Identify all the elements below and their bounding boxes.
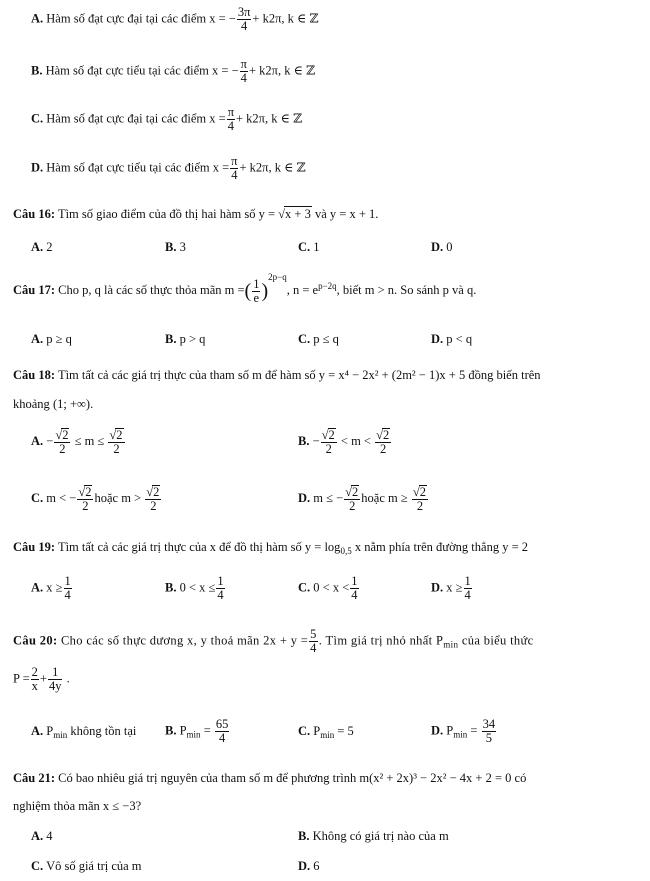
formula: y = log [304, 540, 341, 554]
formula: m = [224, 283, 245, 297]
q16-option-d: D. 0 [431, 240, 453, 254]
question-text: . Tìm giá trị nhỏ nhất [318, 633, 433, 648]
fraction: $\frac{1}{e}$ [253, 276, 260, 305]
q15-option-b [31, 58, 315, 85]
question-text: đồng biến trên [468, 368, 541, 382]
fraction: $\frac{\pi}{4}$ [227, 105, 234, 134]
q16-question [13, 206, 378, 222]
q20-option-c: C. $P_{min} = 5$ [298, 724, 354, 740]
formula: y = x⁴ − 2x² + (2m² − 1)x + 5 [318, 368, 466, 382]
formula: x = [212, 160, 230, 175]
question-text: Có bao nhiêu giá trị nguyên của tham số m để phương trình [58, 771, 357, 785]
question-text: Tìm tất cả các giá trị thực của x để đồ thị hàm số [57, 540, 302, 554]
q17-question: Câu 17: Cho p, q là các số thực thỏa mãn m =( $\frac{1}{e}$ )$^{2p-q}$, $n = e^{p-2q}$, biết m > n. So sánh p và q. [13, 272, 477, 305]
log-base: 0,5 [340, 546, 352, 556]
question-label: Câu 16: [13, 207, 56, 221]
formula: 2x + y = [263, 633, 309, 648]
formula: (1; +∞). [52, 397, 94, 411]
q21-option-a: A. 4 [31, 829, 53, 843]
exponent: p−2q [318, 280, 337, 291]
q18-option-a: A. − $\frac{√2}{2}$ ≤ m ≤ $\frac{√2}{2}$ [31, 428, 123, 457]
formula: + k2π, k ∈ ℤ [248, 63, 316, 78]
question-text: có [514, 771, 527, 785]
q18-option-b: B. − $\frac{√2}{2}$ < m < $\frac{√2}{2}$ [298, 428, 390, 457]
q20-option-b: B. $P_{min}$ = $\frac{65}{4}$ [165, 717, 229, 746]
q21-option-b: B. Không có giá trị nào của m [298, 829, 449, 843]
q21-option-c: C. Vô số giá trị của m [31, 859, 142, 873]
question-text: của biểu thức [461, 633, 534, 648]
formula: m(x² + 2x)³ − 2x² − 4x + 2 = 0 [359, 771, 512, 785]
exponent: 2p−q [268, 272, 287, 282]
q18-question [13, 368, 541, 383]
formula: + k2π, k ∈ ℤ [239, 160, 306, 175]
q16-option-c: C. 1 [298, 240, 320, 254]
option-label: D. [31, 160, 44, 175]
q18-option-c: C. m < − $\frac{√2}{2}$ hoặc m > $\frac{√2}{2}$ [31, 485, 160, 514]
fraction: $\frac{\pi}{4}$ [231, 154, 238, 183]
sqrt-expression: √x + 3 [278, 207, 311, 221]
question-text: nằm phía trên đường thẳng [364, 540, 500, 554]
formula: y = 2 [502, 540, 529, 554]
q21-question [13, 771, 526, 786]
option-text: Hàm số đạt cực đại tại các điểm [46, 11, 207, 26]
question-text: . So sánh p và q. [394, 283, 477, 297]
q17-option-b: B. p > q [165, 332, 206, 346]
q16-option-b: B. 3 [165, 240, 186, 254]
formula: x ≤ −3? [102, 799, 142, 813]
q21-question-line2 [13, 799, 141, 814]
formula: x [354, 540, 362, 554]
q16-option-a: A. 2 [31, 240, 53, 254]
question-label: Câu 20: [13, 633, 58, 648]
q20-question: Câu 20: Cho các số thực dương x, y thoả mãn 2x + y = $\frac{5}{4}$ . Tìm giá trị nhỏ nhất $P_{min}$ của biểu thức [13, 627, 534, 656]
question-label: Câu 19: [13, 540, 56, 554]
q19-question [13, 540, 528, 557]
question-label: Câu 17: [13, 283, 56, 297]
option-text: Hàm số đạt cực đại tại các điểm [46, 111, 207, 126]
question-label: Câu 21: [13, 771, 56, 785]
q19-option-d: D. x ≥ $\frac{1}{4}$ [431, 574, 471, 603]
fraction: $\frac{3\pi}{4}$ [237, 5, 251, 34]
q18-option-d: D. m ≤ − $\frac{√2}{2}$ hoặc m ≥ $\frac{√2}{2}$ [298, 485, 426, 514]
formula: m > n [364, 283, 395, 297]
q19-option-c: C. 0 < x < $\frac{1}{4}$ [298, 574, 358, 603]
q21-option-d: D. 6 [298, 859, 320, 873]
formula: , n = e [286, 283, 319, 297]
q17-option-d: D. p < q [431, 332, 473, 346]
q20-option-a: A. $P_{min}$ không tồn tại [31, 724, 137, 740]
formula: x = − [212, 63, 239, 78]
subscript: min [443, 639, 459, 650]
formula: x = − [209, 11, 236, 26]
question-text: Cho p, q là các số thực thỏa mãn [58, 283, 222, 297]
question-text: Cho các số thực dương x, y thoả mãn [60, 633, 260, 648]
formula: x = [209, 111, 226, 126]
q15-option-c [31, 106, 302, 133]
q15-option-a [31, 6, 319, 33]
q20-option-d: D. $P_{min}$ = $\frac{34}{5}$ [431, 717, 496, 746]
question-text: Tìm số giao điểm của đồ thị hai hàm số [57, 207, 256, 221]
option-label: A. [31, 11, 44, 26]
option-text: Hàm số đạt cực tiểu tại các điểm [45, 63, 209, 78]
question-label: Câu 18: [13, 368, 56, 382]
formula: P [435, 633, 444, 648]
q20-expression: P = $\frac{2}{x}$ + $\frac{1}{4y}$ . [13, 665, 70, 694]
question-text: Tìm tất cả các giá trị thực của tham số m để hàm số [57, 368, 316, 382]
q17-option-c: C. p ≤ q [298, 332, 339, 346]
q18-question-line2 [13, 397, 93, 412]
q19-option-b: B. 0 < x ≤ $\frac{1}{4}$ [165, 574, 224, 603]
question-text: khoảng [13, 397, 50, 411]
q15-option-d [31, 155, 306, 182]
option-label: B. [31, 63, 43, 78]
question-text: nghiệm thỏa mãn [13, 799, 100, 813]
question-text: , biết [336, 283, 362, 297]
formula: + k2π, k ∈ ℤ [236, 111, 303, 126]
connector-text: và [314, 207, 327, 221]
q17-option-a: A. p ≥ q [31, 332, 72, 346]
formula: + k2π, k ∈ ℤ [252, 11, 319, 26]
formula: y = x + 1. [329, 207, 379, 221]
option-text: Hàm số đạt cực tiểu tại các điểm [46, 160, 210, 175]
option-label: C. [31, 111, 44, 126]
q19-option-a: A. x ≥ $\frac{1}{4}$ [31, 574, 71, 603]
formula: y = [258, 207, 276, 221]
fraction: $\frac{\pi}{4}$ [240, 57, 247, 86]
